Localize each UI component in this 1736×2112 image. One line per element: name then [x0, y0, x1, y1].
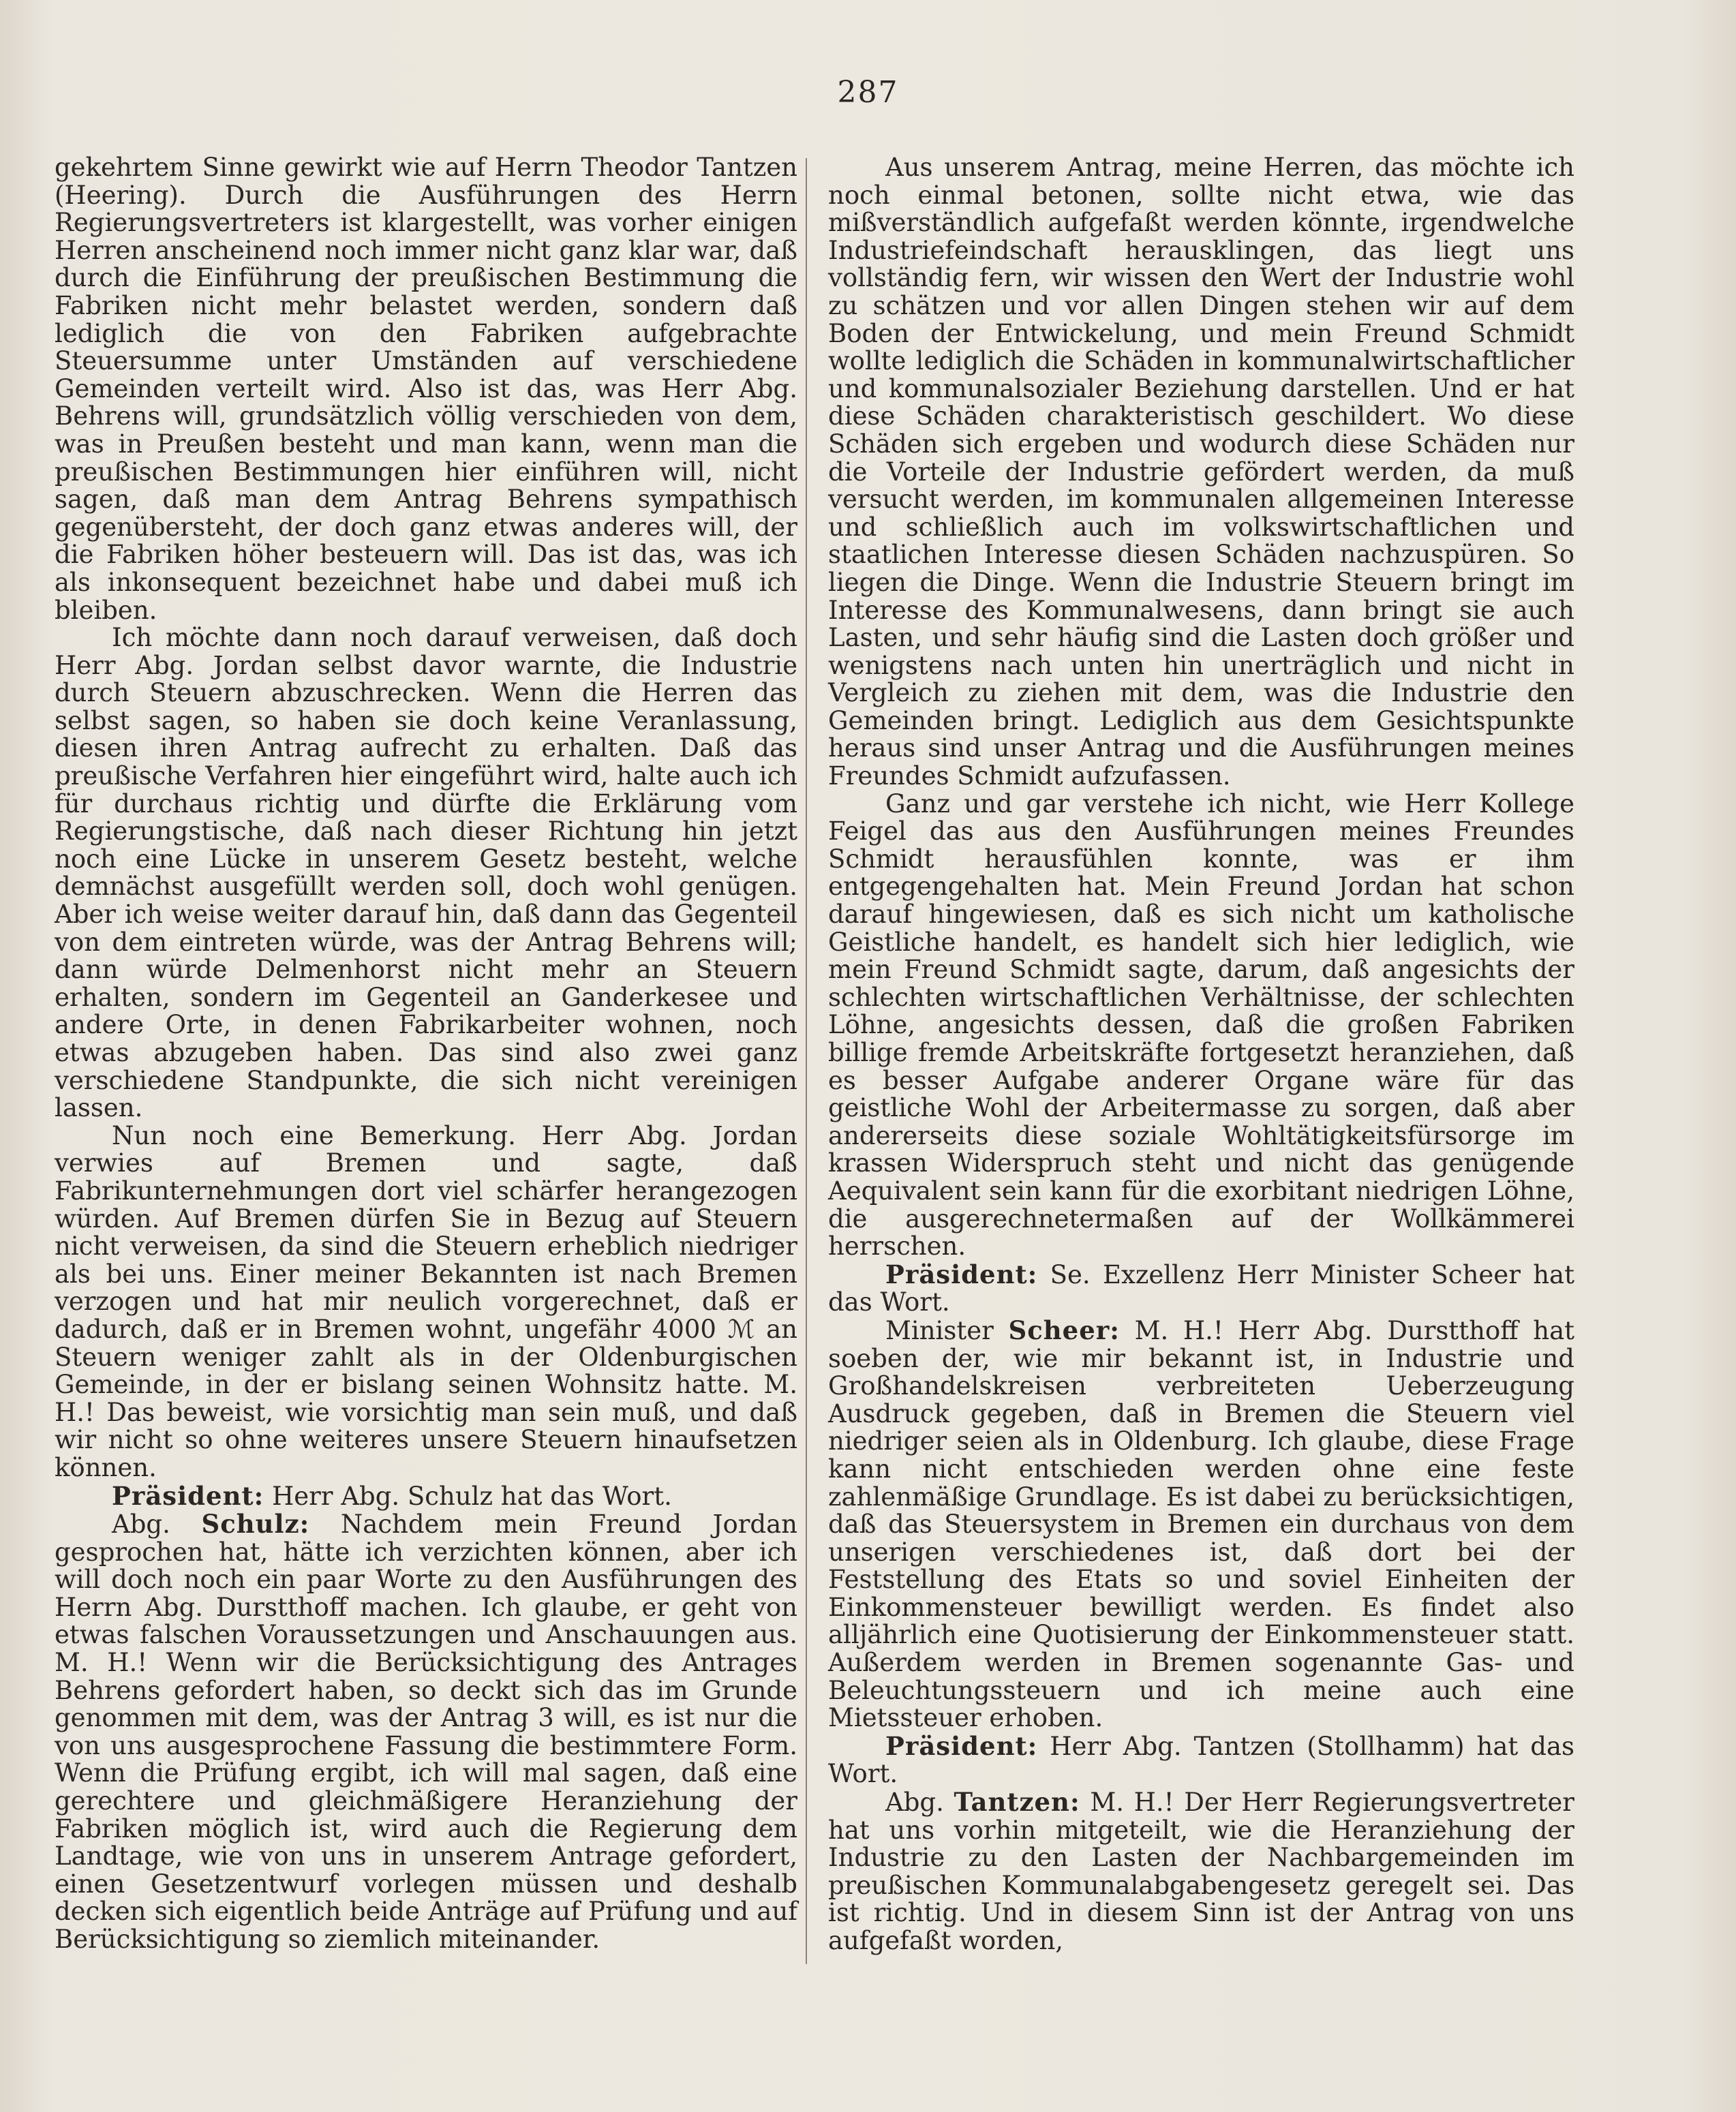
left-column: [55, 154, 797, 1954]
paragraph: Ich möchte dann noch darauf verweisen, daß doch Herr Abg. Jordan selbst davor warnte, die Industrie durch Steuern abzuschrecken. Wenn die Herren das selbst sagen, so haben sie doch keine Veranlassung, diesen ihren Antrag aufrecht zu erhalten. Daß das preußische Verfahren hier eingeführt wird, halte auch ich für durchaus richtig und dürfte die Erklärung vom Regierungstische, daß nach dieser Richtung hin jetzt noch eine Lücke in unserem Gesetz besteht, welche demnächst ausgefüllt werden soll, doch wohl genügen. Aber ich weise weiter darauf hin, daß dann das Gegenteil von dem eintreten würde, was der Antrag Behrens will; dann würde Delmenhorst nicht mehr an Steuern erhalten, sondern im Gegenteil an Ganderkesee und andere Orte, in denen Fabrikarbeiter wohnen, noch etwas abzugeben haben. Das sind also zwei ganz verschiedene Standpunkte, die sich nicht vereinigen lassen.: [55, 623, 797, 1123]
speaker-prefix: Abg.: [885, 1788, 954, 1818]
speaker-label: Schulz:: [201, 1509, 310, 1540]
speech-text: Herr Abg. Tantzen (Stollhamm) hat das Wort.: [828, 1731, 1574, 1789]
paragraph: gekehrtem Sinne gewirkt wie auf Herrn Theodor Tantzen (Heering). Durch die Ausführungen des Herrn Regierungsvertreters ist klargestellt, was vorher einigen Herren anscheinend noch immer nicht ganz klar war, daß durch die Einführung der preußischen Bestimmung die Fabriken nicht mehr belastet werden, sondern daß lediglich die von den Fabriken aufgebrachte Steuersumme unter Umständen auf verschiedene Gemeinden verteilt wird. Also ist das, was Herr Abg. Behrens will, grundsätzlich völlig verschieden von dem, was in Preußen besteht und man kann, wenn man die preußischen Bestimmungen hier einführen will, nicht sagen, daß man dem Antrag Behrens sympathisch gegenübersteht, der doch ganz etwas anderes will, der die Fabriken höher besteuern will. Das ist das, was ich als inkonsequent bezeichnet habe und dabei muß ich bleiben.: [55, 153, 797, 625]
speaker-label: Tantzen:: [954, 1787, 1080, 1818]
speech-paragraph: [828, 1732, 1574, 1788]
speaker-label: Präsident:: [885, 1259, 1038, 1289]
speaker-prefix: Minister: [885, 1315, 1009, 1345]
speech-paragraph: [828, 1317, 1574, 1732]
paragraph: Aus unserem Antrag, meine Herren, das möchte ich noch einmal betonen, sollte nicht etwa, wie das mißverständlich aufgefaßt werden könnte, irgendwelche Industriefeindschaft herausklingen, das liegt uns vollständig fern, wir wissen den Wert der Industrie wohl zu schätzen und vor allen Dingen stehen wir auf dem Boden der Entwickelung, und mein Freund Schmidt wollte lediglich die Schäden in kommunalwirtschaftlicher und kommunalsozialer Beziehung darstellen. Und er hat diese Schäden charakteristisch geschildert. Wo diese Schäden sich ergeben und wodurch diese Schäden nur die Vorteile der Industrie gefördert werden, da muß versucht werden, im kommunalen allgemeinen Interesse und schließlich auch im volkswirtschaftlichen und staatlichen Interesse diesen Schäden nachzuspüren. So liegen die Dinge. Wenn die Industrie Steuern bringt im Interesse des Kommunalwesens, dann bringt sie auch Lasten, und sehr häufig sind die Lasten doch größer und wenigstens nach unten hin unerträglich und nicht in Vergleich zu ziehen mit dem, was die Industrie den Gemeinden bringt. Lediglich aus dem Gesichtspunkte heraus sind unser Antrag und die Ausführungen meines Freundes Schmidt aufzufassen.: [828, 153, 1574, 791]
speaker-label: Präsident:: [885, 1730, 1038, 1761]
speaker-prefix: Abg.: [112, 1510, 202, 1540]
speech-text: Nachdem mein Freund Jordan gesprochen hat, hätte ich verzichten können, aber ich will doch noch ein paar Worte zu den Ausführungen des Herrn Abg. Durstthoff machen. Ich glaube, er geht von etwas falschen Voraussetzungen und Anschauungen aus. M. H.! Wenn wir die Berücksichtigung des Antrages Behrens gefordert haben, so deckt sich das im Grunde genommen mit dem, was der Antrag 3 will, es ist nur die von uns ausgesprochene Fassung die bestimmtere Form. Wenn die Prüfung ergibt, ich will mal sagen, daß eine gerechtere und gleichmäßigere Heranziehung der Fabriken möglich ist, wird auch die Regierung dem Landtage, wie von uns in unserem Antrage gefordert, einen Gesetzentwurf vorlegen müssen und deshalb decken sich eigentlich beide Anträge auf Prüfung und auf Berücksichtigung so ziemlich miteinander.: [55, 1510, 798, 1954]
page-number: 287: [837, 75, 899, 110]
speech-paragraph: [828, 1788, 1574, 1955]
paragraph: Ganz und gar verstehe ich nicht, wie Herr Kollege Feigel das aus den Ausführungen meines Freundes Schmidt herausfühlen konnte, was er ihm entgegengehalten hat. Mein Freund Jordan hat schon darauf hingewiesen, daß es sich nicht um katholische Geistliche handelt, es handelt sich hier lediglich, wie mein Freund Schmidt sagte, darum, daß angesichts der schlechten wirtschaftlichen Verhältnisse, der schlechten Löhne, angesichts dessen, daß die großen Fabriken billige fremde Arbeitskräfte fortgesetzt heranziehen, daß es besser Aufgabe anderer Organe wäre für das geistliche Wohl der Arbeitermasse zu sorgen, daß aber andererseits diese soziale Wohltätigkeitsfürsorge im krassen Widerspruch steht und nicht das genügende Aequivalent sein kann für die exorbitant niedrigen Löhne, die ausgerechnetermaßen auf der Wollkämmerei herrschen.: [828, 789, 1574, 1261]
speech-paragraph: [828, 1261, 1574, 1317]
paragraph: Nun noch eine Bemerkung. Herr Abg. Jordan verwies auf Bremen und sagte, daß Fabrikunternehmungen dort viel schärfer herangezogen würden. Auf Bremen dürfen Sie in Bezug auf Steuern nicht verweisen, da sind die Steuern erheblich niedriger als bei uns. Einer meiner Bekannten ist nach Bremen verzogen und hat mir neulich vorgerechnet, daß er dadurch, daß er in Bremen wohnt, ungefähr 4000 ℳ an Steuern weniger zahlt als in der Oldenburgischen Gemeinde, in der er bislang seinen Wohnsitz hatte. M. H.! Das beweist, wie vorsichtig man sein muß, und daß wir nicht so ohne weiteres unsere Steuern hinaufsetzen können.: [55, 1120, 797, 1482]
speaker-label: Präsident:: [112, 1480, 264, 1511]
speech-paragraph: [55, 1482, 797, 1511]
speech-text: Herr Abg. Schulz hat das Wort.: [264, 1481, 672, 1511]
speech-text: M. H.! Herr Abg. Durstthoff hat soeben der, wie mir bekannt ist, in Industrie und Großhandelskreisen verbreiteten Ueberzeugung Ausdruck gegeben, daß in Bremen die Steuern viel niedriger seien als in Oldenburg. Ich glaube, diese Frage kann nicht entschieden werden ohne eine feste zahlenmäßige Grundlage. Es ist dabei zu berücksichtigen, daß das Steuersystem in Bremen ein durchaus von dem unserigen verschiedenes ist, daß dort bei der Feststellung des Etats so und soviel Einheiten der Einkommensteuer bewilligt werden. Es findet also alljährlich eine Quotisierung der Einkommensteuer statt. Außerdem werden in Bremen sogenannte Gas- und Beleuchtungssteuern und ich meine auch eine Mietssteuer erhoben.: [828, 1315, 1574, 1733]
right-column: [828, 154, 1574, 1955]
speech-text: Se. Exzellenz Herr Minister Scheer hat das Wort.: [828, 1259, 1574, 1317]
speech-paragraph: [55, 1510, 797, 1954]
speech-text: M. H.! Der Herr Regierungsvertreter hat uns vorhin mitgeteilt, wie die Heranziehung der Industrie zu den Lasten der Nachbargemeinden im preußischen Kommunalabgabengesetz geregelt sei. Das ist richtig. Und in diesem Sinn ist der Antrag von uns aufgefaßt worden,: [828, 1788, 1574, 1955]
speaker-label: Scheer:: [1008, 1315, 1120, 1345]
column-divider: [806, 158, 807, 1964]
